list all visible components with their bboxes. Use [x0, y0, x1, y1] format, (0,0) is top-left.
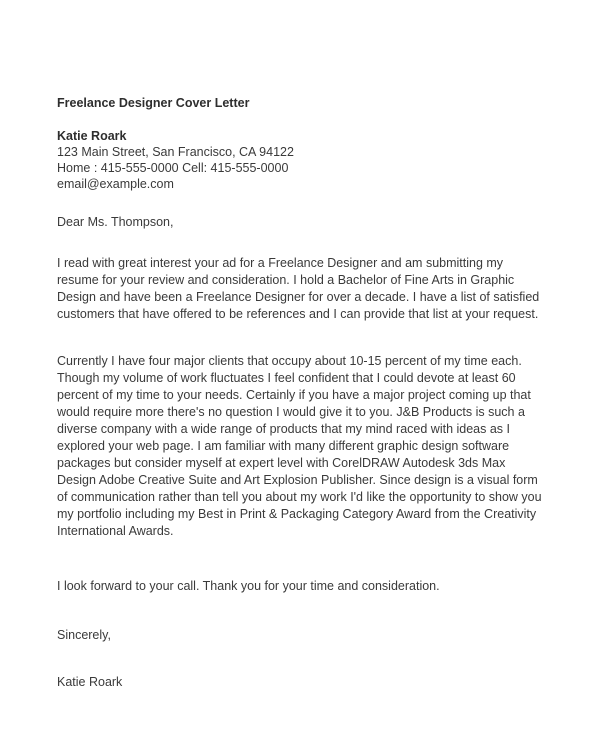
valediction: Sincerely,	[57, 628, 111, 642]
sender-email: email@example.com	[57, 177, 174, 191]
sender-phones: Home : 415-555-0000 Cell: 415-555-0000	[57, 161, 289, 175]
signature-name: Katie Roark	[57, 675, 123, 689]
letter-title: Freelance Designer Cover Letter	[57, 96, 250, 110]
paragraph-intro: I read with great interest your ad for a Freelance Designer and am submitting my resume for your review and consideration. I hold a Bachelor of Fine Arts in Graphic Design and have been a Freelance Designer for over a decade. I have a list of satisfied customers that have offered to be references and I can provide that list at your request.	[57, 256, 540, 321]
sender-address: 123 Main Street, San Francisco, CA 94122	[57, 145, 294, 159]
sender-contact-block	[57, 128, 544, 192]
paragraph-body: Currently I have four major clients that occupy about 10-15 percent of my time each. Though my volume of work fluctuates I feel confident that I could devote at least 60 percent of my time to your needs. Certainly if you have a major project coming up that would require more there's no question I would give it to you. J&B Products is such a diverse company with a wide range of products that my mind raced with ideas as I explored your web page. I am familiar with many different graphic design software packages but consider myself at expert level with CorelDRAW Autodesk 3ds Max Design Adobe Creative Suite and Art Explosion Publisher. Since design is a visual form of communication rather than tell you about my work I'd like the opportunity to show you my portfolio including my Best in Print & Packaging Category Award from the Creativity International Awards.	[57, 354, 542, 538]
salutation: Dear Ms. Thompson,	[57, 215, 174, 229]
sender-name: Katie Roark	[57, 129, 127, 143]
closing-line: I look forward to your call. Thank you for your time and consideration.	[57, 579, 440, 593]
